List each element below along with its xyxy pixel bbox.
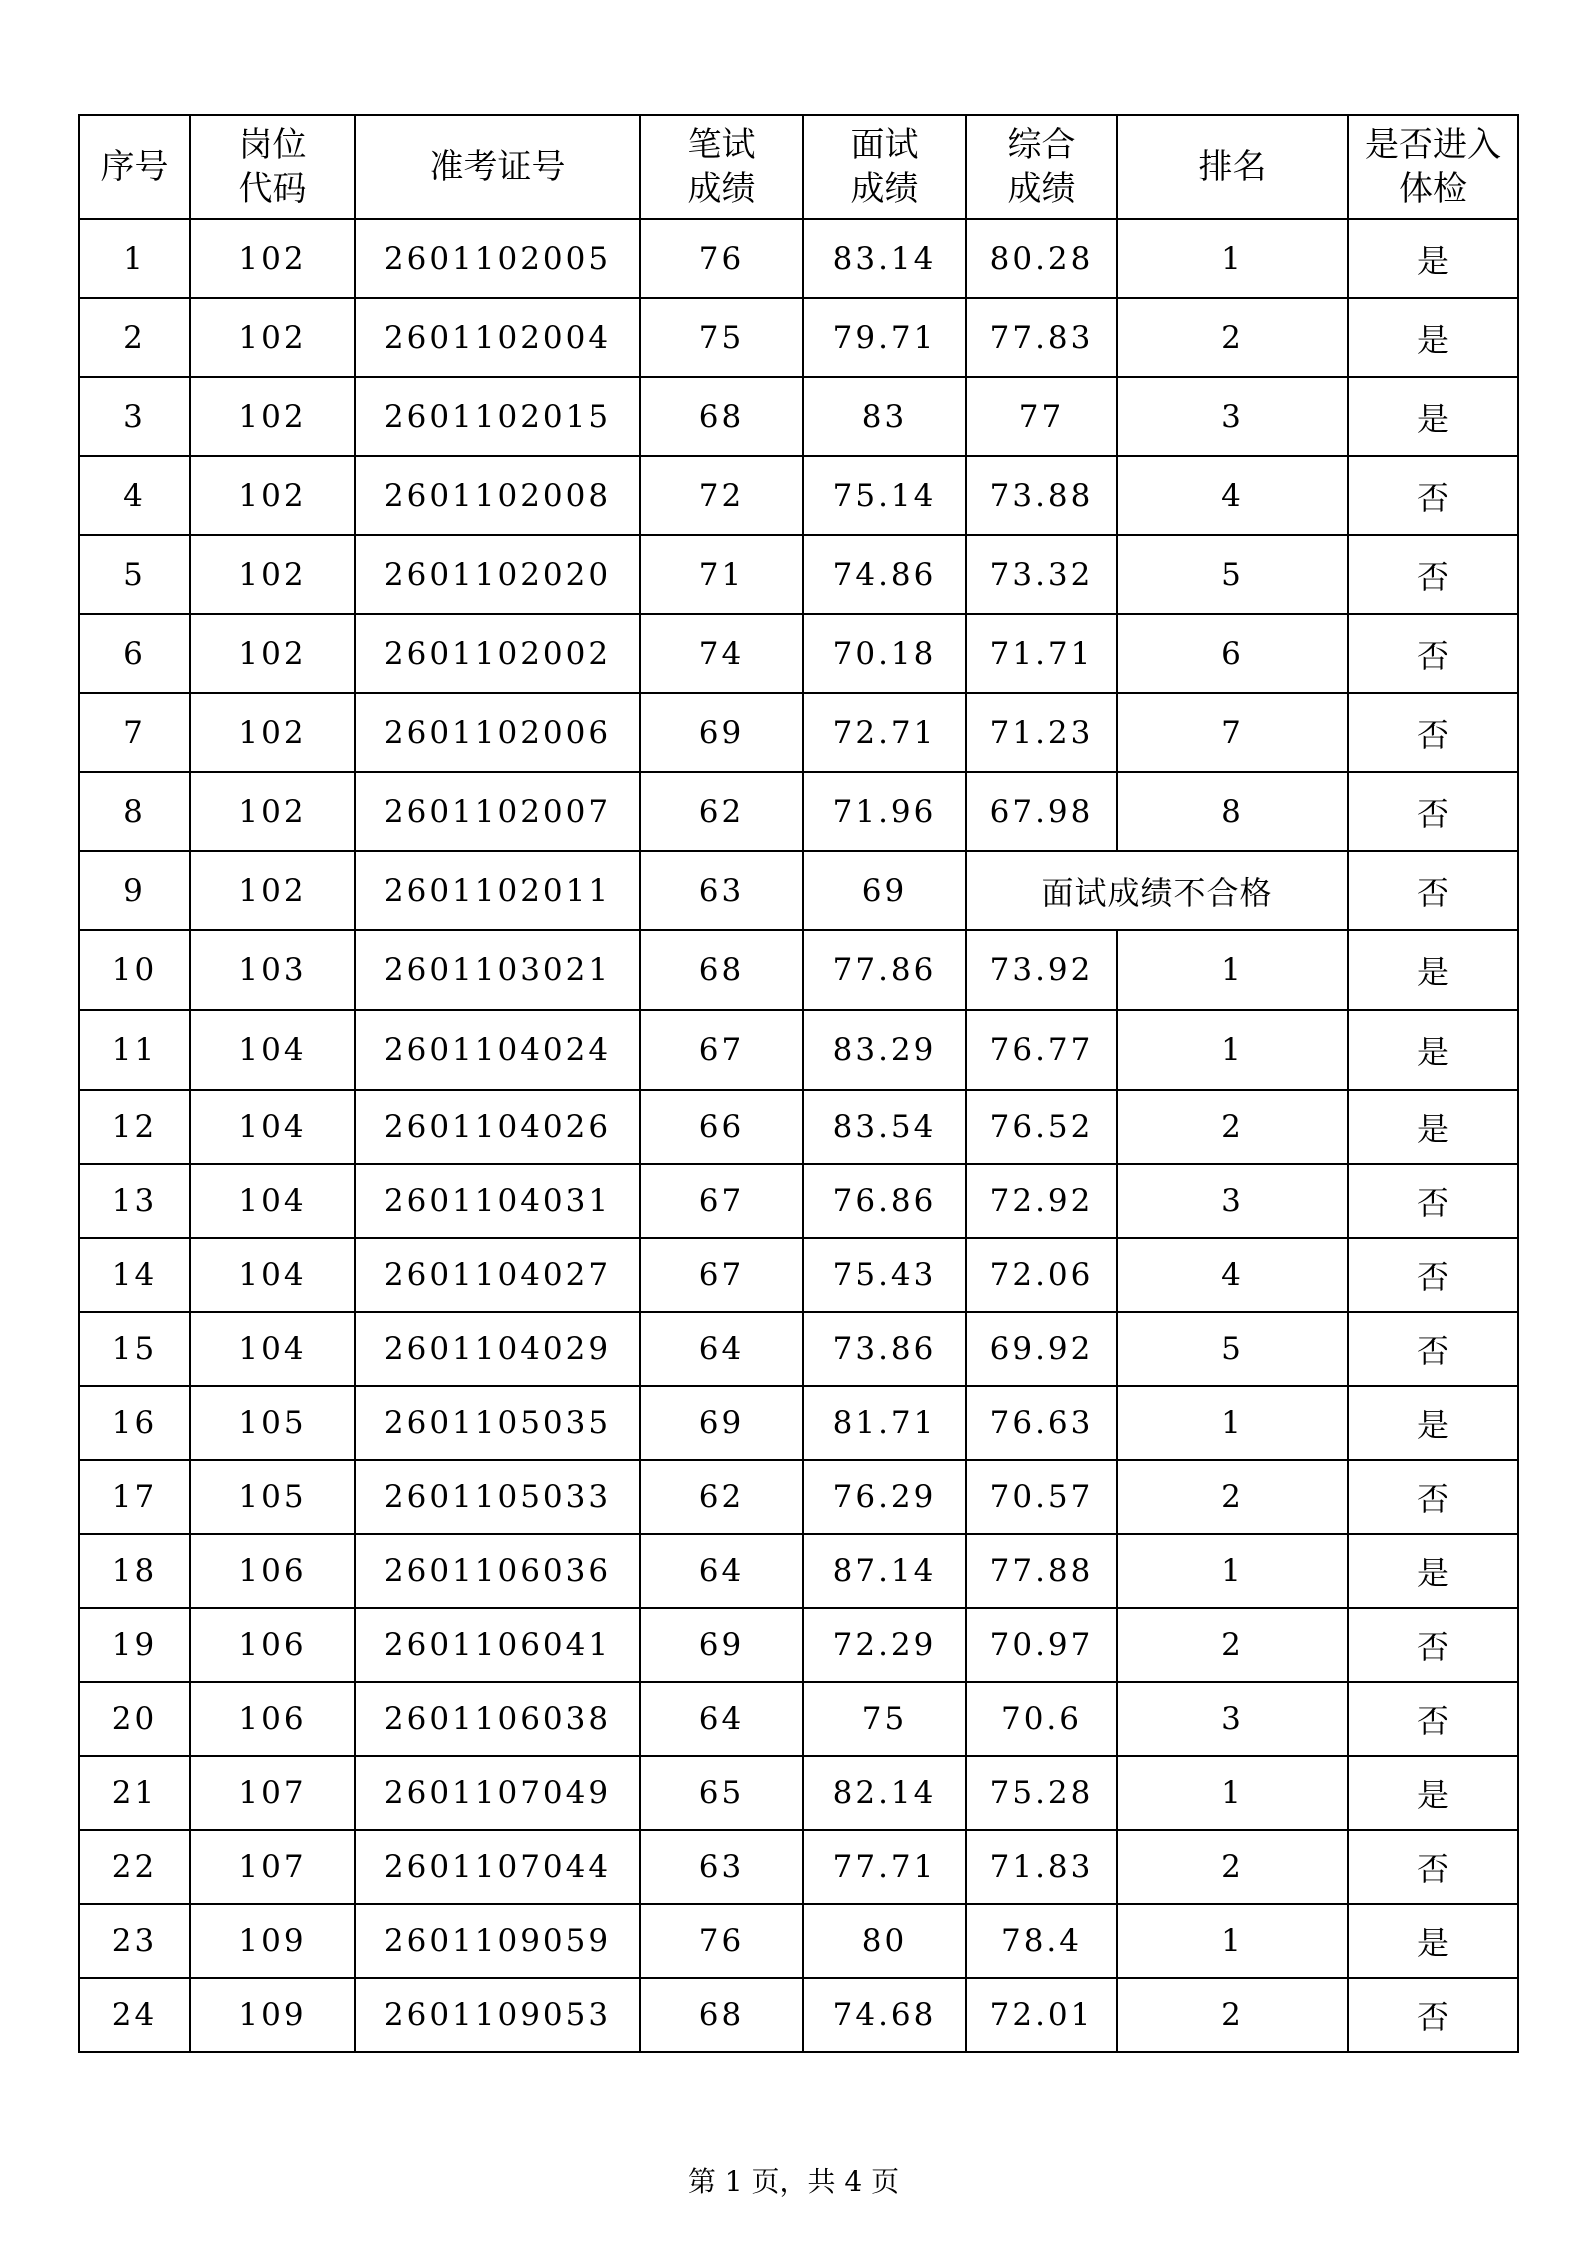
cell-rank: 2	[1117, 1090, 1348, 1164]
cell-seq: 13	[79, 1164, 190, 1238]
cell-composite-score: 70.97	[966, 1608, 1117, 1682]
header-physical-exam: 是否进入体检	[1348, 115, 1518, 219]
cell-seq: 19	[79, 1608, 190, 1682]
cell-post-code: 104	[190, 1090, 355, 1164]
cell-interview-score: 73.86	[803, 1312, 966, 1386]
cell-physical-exam: 是	[1348, 1756, 1518, 1830]
cell-composite-score: 69.92	[966, 1312, 1117, 1386]
table-row	[79, 772, 1518, 851]
table-row	[79, 1238, 1518, 1312]
cell-written-score: 76	[640, 1904, 803, 1978]
cell-interview-score: 74.68	[803, 1978, 966, 2052]
cell-exam-no: 2601107044	[355, 1830, 640, 1904]
table-row	[79, 1534, 1518, 1608]
cell-composite-score: 76.52	[966, 1090, 1117, 1164]
table-row	[79, 1904, 1518, 1978]
cell-post-code: 102	[190, 456, 355, 535]
cell-seq: 23	[79, 1904, 190, 1978]
cell-written-score: 67	[640, 1010, 803, 1090]
cell-physical-exam: 否	[1348, 1682, 1518, 1756]
cell-physical-exam: 否	[1348, 1830, 1518, 1904]
cell-exam-no: 2601102015	[355, 377, 640, 456]
cell-written-score: 74	[640, 614, 803, 693]
cell-rank: 1	[1117, 930, 1348, 1010]
cell-interview-score: 74.86	[803, 535, 966, 614]
cell-exam-no: 2601104024	[355, 1010, 640, 1090]
cell-physical-exam: 否	[1348, 1238, 1518, 1312]
cell-composite-score: 72.01	[966, 1978, 1117, 2052]
cell-composite-score: 77.83	[966, 298, 1117, 377]
cell-interview-score: 83	[803, 377, 966, 456]
cell-post-code: 109	[190, 1978, 355, 2052]
table-row	[79, 1010, 1518, 1090]
table-row	[79, 930, 1518, 1010]
table-row	[79, 1608, 1518, 1682]
cell-post-code: 102	[190, 377, 355, 456]
cell-rank: 1	[1117, 219, 1348, 298]
cell-written-score: 65	[640, 1756, 803, 1830]
cell-post-code: 107	[190, 1830, 355, 1904]
cell-composite-score: 72.06	[966, 1238, 1117, 1312]
table-row	[79, 456, 1518, 535]
header-interview-score: 面试成绩	[803, 115, 966, 219]
cell-physical-exam: 否	[1348, 1312, 1518, 1386]
table-row	[79, 298, 1518, 377]
cell-post-code: 102	[190, 772, 355, 851]
cell-interview-score: 83.29	[803, 1010, 966, 1090]
cell-exam-no: 2601106038	[355, 1682, 640, 1756]
cell-interview-score: 75.14	[803, 456, 966, 535]
cell-written-score: 67	[640, 1238, 803, 1312]
cell-composite-score: 77	[966, 377, 1117, 456]
table-row	[79, 1756, 1518, 1830]
cell-post-code: 105	[190, 1386, 355, 1460]
cell-composite-score: 70.57	[966, 1460, 1117, 1534]
cell-seq: 3	[79, 377, 190, 456]
cell-composite-score: 72.92	[966, 1164, 1117, 1238]
cell-exam-no: 2601104026	[355, 1090, 640, 1164]
cell-interview-score: 76.86	[803, 1164, 966, 1238]
cell-physical-exam: 否	[1348, 851, 1518, 930]
cell-rank: 2	[1117, 1460, 1348, 1534]
cell-written-score: 68	[640, 377, 803, 456]
table-body	[79, 219, 1518, 2052]
cell-post-code: 104	[190, 1164, 355, 1238]
cell-post-code: 102	[190, 693, 355, 772]
cell-rank: 5	[1117, 1312, 1348, 1386]
cell-written-score: 62	[640, 772, 803, 851]
cell-exam-no: 2601102004	[355, 298, 640, 377]
cell-post-code: 106	[190, 1534, 355, 1608]
cell-interview-score: 69	[803, 851, 966, 930]
table-row	[79, 377, 1518, 456]
cell-physical-exam: 是	[1348, 1090, 1518, 1164]
cell-physical-exam: 是	[1348, 930, 1518, 1010]
cell-interview-score: 83.54	[803, 1090, 966, 1164]
cell-physical-exam: 否	[1348, 772, 1518, 851]
cell-rank: 1	[1117, 1534, 1348, 1608]
table-row	[79, 1460, 1518, 1534]
table-row	[79, 1978, 1518, 2052]
cell-seq: 8	[79, 772, 190, 851]
cell-physical-exam: 是	[1348, 298, 1518, 377]
cell-rank: 4	[1117, 1238, 1348, 1312]
cell-seq: 14	[79, 1238, 190, 1312]
table-row	[79, 535, 1518, 614]
cell-seq: 18	[79, 1534, 190, 1608]
table-row	[79, 1830, 1518, 1904]
cell-post-code: 104	[190, 1010, 355, 1090]
header-post-code: 岗位代码	[190, 115, 355, 219]
cell-physical-exam: 否	[1348, 1460, 1518, 1534]
cell-rank: 7	[1117, 693, 1348, 772]
cell-seq: 6	[79, 614, 190, 693]
cell-written-score: 71	[640, 535, 803, 614]
cell-rank: 1	[1117, 1756, 1348, 1830]
cell-seq: 11	[79, 1010, 190, 1090]
cell-interview-score: 75	[803, 1682, 966, 1756]
cell-interview-score: 72.29	[803, 1608, 966, 1682]
cell-physical-exam: 是	[1348, 1386, 1518, 1460]
cell-seq: 4	[79, 456, 190, 535]
cell-exam-no: 2601102005	[355, 219, 640, 298]
cell-written-score: 72	[640, 456, 803, 535]
cell-interview-score: 77.86	[803, 930, 966, 1010]
cell-physical-exam: 否	[1348, 535, 1518, 614]
cell-written-score: 66	[640, 1090, 803, 1164]
cell-post-code: 102	[190, 219, 355, 298]
cell-interview-score: 72.71	[803, 693, 966, 772]
cell-physical-exam: 是	[1348, 219, 1518, 298]
header-seq: 序号	[79, 115, 190, 219]
cell-exam-no: 2601105033	[355, 1460, 640, 1534]
cell-post-code: 103	[190, 930, 355, 1010]
header-rank: 排名	[1117, 115, 1348, 219]
cell-exam-no: 2601106036	[355, 1534, 640, 1608]
cell-written-score: 63	[640, 851, 803, 930]
cell-exam-no: 2601109059	[355, 1904, 640, 1978]
cell-written-score: 75	[640, 298, 803, 377]
cell-seq: 2	[79, 298, 190, 377]
table-row	[79, 851, 1518, 930]
cell-physical-exam: 否	[1348, 614, 1518, 693]
cell-seq: 12	[79, 1090, 190, 1164]
cell-post-code: 102	[190, 298, 355, 377]
cell-interview-score: 76.29	[803, 1460, 966, 1534]
cell-composite-score: 71.83	[966, 1830, 1117, 1904]
cell-written-score: 64	[640, 1312, 803, 1386]
score-table	[78, 114, 1519, 2053]
cell-written-score: 64	[640, 1682, 803, 1756]
cell-exam-no: 2601102006	[355, 693, 640, 772]
cell-rank: 1	[1117, 1010, 1348, 1090]
cell-physical-exam: 是	[1348, 1534, 1518, 1608]
cell-post-code: 105	[190, 1460, 355, 1534]
cell-seq: 20	[79, 1682, 190, 1756]
cell-composite-score: 73.92	[966, 930, 1117, 1010]
cell-post-code: 107	[190, 1756, 355, 1830]
cell-written-score: 62	[640, 1460, 803, 1534]
cell-written-score: 69	[640, 1386, 803, 1460]
cell-rank: 8	[1117, 772, 1348, 851]
cell-composite-score: 78.4	[966, 1904, 1117, 1978]
cell-exam-no: 2601109053	[355, 1978, 640, 2052]
header-row	[79, 115, 1518, 219]
table-row	[79, 614, 1518, 693]
page-number: 第 1 页，共 4 页	[687, 2165, 900, 2198]
cell-interview-score: 81.71	[803, 1386, 966, 1460]
cell-physical-exam: 是	[1348, 377, 1518, 456]
cell-composite-score: 71.71	[966, 614, 1117, 693]
cell-rank: 2	[1117, 1978, 1348, 2052]
cell-seq: 16	[79, 1386, 190, 1460]
table-row	[79, 693, 1518, 772]
cell-post-code: 106	[190, 1608, 355, 1682]
cell-exam-no: 2601102020	[355, 535, 640, 614]
cell-rank: 3	[1117, 377, 1348, 456]
cell-seq: 1	[79, 219, 190, 298]
cell-physical-exam: 是	[1348, 1010, 1518, 1090]
cell-exam-no: 2601102007	[355, 772, 640, 851]
cell-seq: 24	[79, 1978, 190, 2052]
cell-rank: 5	[1117, 535, 1348, 614]
cell-rank: 3	[1117, 1164, 1348, 1238]
cell-rank: 4	[1117, 456, 1348, 535]
cell-written-score: 69	[640, 693, 803, 772]
cell-interview-score: 83.14	[803, 219, 966, 298]
cell-composite-score: 70.6	[966, 1682, 1117, 1756]
cell-seq: 5	[79, 535, 190, 614]
cell-composite-score: 73.88	[966, 456, 1117, 535]
cell-physical-exam: 否	[1348, 1978, 1518, 2052]
cell-written-score: 64	[640, 1534, 803, 1608]
cell-post-code: 102	[190, 535, 355, 614]
cell-seq: 15	[79, 1312, 190, 1386]
cell-composite-score: 71.23	[966, 693, 1117, 772]
cell-written-score: 68	[640, 1978, 803, 2052]
cell-exam-no: 2601105035	[355, 1386, 640, 1460]
header-written-score: 笔试成绩	[640, 115, 803, 219]
table-row	[79, 1682, 1518, 1756]
cell-note: 面试成绩不合格	[966, 851, 1348, 930]
cell-interview-score: 80	[803, 1904, 966, 1978]
cell-composite-score: 80.28	[966, 219, 1117, 298]
table-row	[79, 1164, 1518, 1238]
cell-seq: 10	[79, 930, 190, 1010]
cell-post-code: 109	[190, 1904, 355, 1978]
cell-physical-exam: 否	[1348, 693, 1518, 772]
cell-exam-no: 2601102008	[355, 456, 640, 535]
cell-rank: 3	[1117, 1682, 1348, 1756]
cell-interview-score: 77.71	[803, 1830, 966, 1904]
cell-physical-exam: 否	[1348, 456, 1518, 535]
cell-written-score: 67	[640, 1164, 803, 1238]
table-row	[79, 1090, 1518, 1164]
cell-composite-score: 73.32	[966, 535, 1117, 614]
cell-seq: 22	[79, 1830, 190, 1904]
cell-exam-no: 2601102011	[355, 851, 640, 930]
cell-physical-exam: 否	[1348, 1608, 1518, 1682]
cell-written-score: 68	[640, 930, 803, 1010]
cell-exam-no: 2601104029	[355, 1312, 640, 1386]
cell-composite-score: 76.77	[966, 1010, 1117, 1090]
cell-rank: 1	[1117, 1904, 1348, 1978]
header-composite-score: 综合成绩	[966, 115, 1117, 219]
table-row	[79, 219, 1518, 298]
cell-physical-exam: 是	[1348, 1904, 1518, 1978]
cell-exam-no: 2601102002	[355, 614, 640, 693]
cell-post-code: 104	[190, 1238, 355, 1312]
cell-exam-no: 2601103021	[355, 930, 640, 1010]
cell-rank: 2	[1117, 1830, 1348, 1904]
cell-exam-no: 2601104027	[355, 1238, 640, 1312]
cell-interview-score: 71.96	[803, 772, 966, 851]
cell-seq: 7	[79, 693, 190, 772]
cell-composite-score: 76.63	[966, 1386, 1117, 1460]
cell-rank: 1	[1117, 1386, 1348, 1460]
cell-seq: 17	[79, 1460, 190, 1534]
cell-rank: 2	[1117, 1608, 1348, 1682]
cell-written-score: 69	[640, 1608, 803, 1682]
cell-composite-score: 77.88	[966, 1534, 1117, 1608]
cell-interview-score: 82.14	[803, 1756, 966, 1830]
cell-exam-no: 2601107049	[355, 1756, 640, 1830]
cell-physical-exam: 否	[1348, 1164, 1518, 1238]
cell-interview-score: 79.71	[803, 298, 966, 377]
cell-post-code: 102	[190, 851, 355, 930]
table-row	[79, 1312, 1518, 1386]
cell-post-code: 104	[190, 1312, 355, 1386]
cell-interview-score: 87.14	[803, 1534, 966, 1608]
cell-exam-no: 2601104031	[355, 1164, 640, 1238]
header-exam-no: 准考证号	[355, 115, 640, 219]
cell-rank: 6	[1117, 614, 1348, 693]
cell-seq: 21	[79, 1756, 190, 1830]
cell-seq: 9	[79, 851, 190, 930]
cell-post-code: 106	[190, 1682, 355, 1756]
cell-composite-score: 67.98	[966, 772, 1117, 851]
page-footer	[0, 2160, 1587, 2200]
table-row	[79, 1386, 1518, 1460]
cell-interview-score: 70.18	[803, 614, 966, 693]
cell-written-score: 76	[640, 219, 803, 298]
cell-exam-no: 2601106041	[355, 1608, 640, 1682]
cell-interview-score: 75.43	[803, 1238, 966, 1312]
cell-composite-score: 75.28	[966, 1756, 1117, 1830]
cell-rank: 2	[1117, 298, 1348, 377]
cell-written-score: 63	[640, 1830, 803, 1904]
cell-post-code: 102	[190, 614, 355, 693]
